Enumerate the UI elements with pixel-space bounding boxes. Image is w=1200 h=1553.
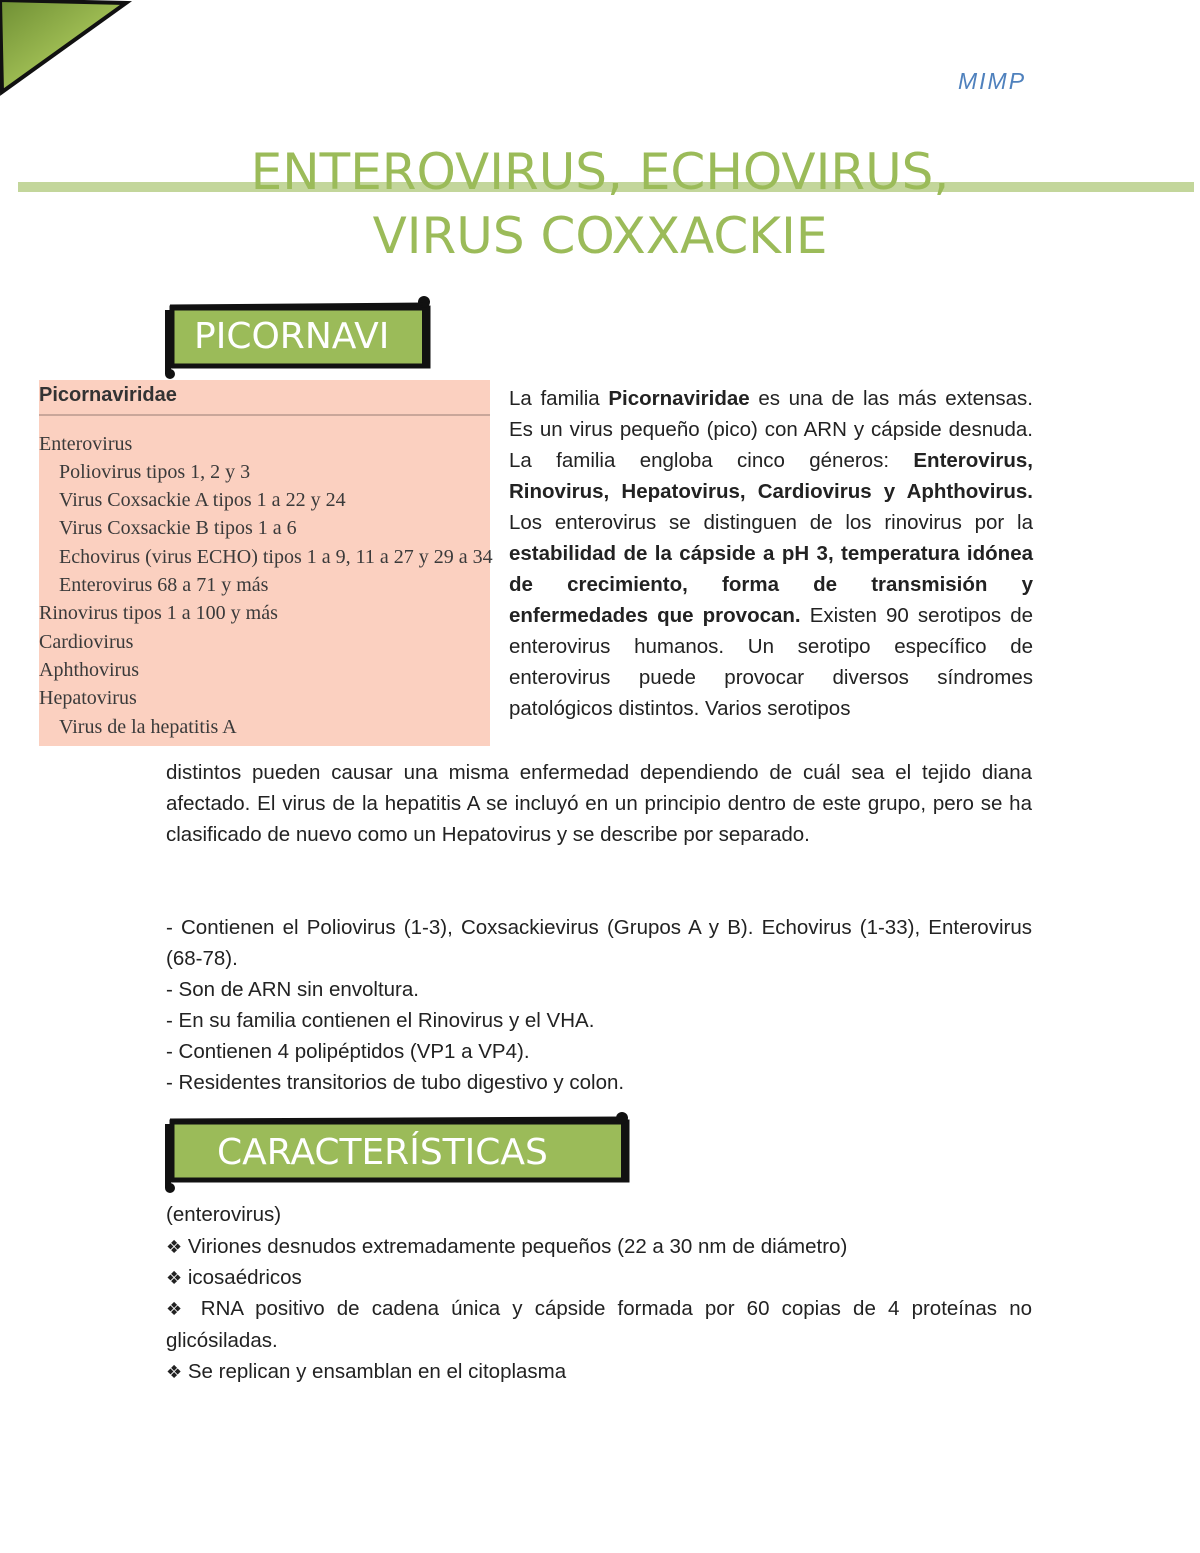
bullet-item: ❖ RNA positivo de cadena única y cápside formada por 60 copias de 4 proteínas no glicósiladas. — [166, 1297, 1033, 1352]
picornaviridae-table — [39, 380, 493, 746]
list-item: - Contienen 4 polipéptidos (VP1 a VP4). — [166, 1040, 530, 1063]
author-initials: MIMP — [958, 68, 1027, 94]
bullet-item: ❖ Viriones desnudos extremadamente pequeños (22 a 30 nm de diámetro) — [166, 1235, 848, 1258]
table-row: Virus de la hepatitis A — [59, 716, 237, 738]
table-row: Echovirus (virus ECHO) tipos 1 a 9, 11 a 27 y 29 a 34 — [59, 546, 493, 568]
corner-triangle-decoration — [0, 0, 135, 100]
table-row: Hepatovirus — [39, 687, 137, 709]
diamond-bullet-icon: ❖ — [166, 1299, 189, 1319]
table-row: Enterovirus — [39, 433, 133, 455]
list-item: - En su familia contienen el Rinovirus y el VHA. — [166, 1009, 595, 1032]
page-title-line-2: VIRUS COXXACKIE — [372, 207, 828, 265]
table-row: Poliovirus tipos 1, 2 y 3 — [59, 461, 251, 483]
diamond-bullet-icon: ❖ — [166, 1362, 183, 1382]
table-heading: Picornaviridae — [39, 384, 177, 406]
list-item: - Son de ARN sin envoltura. — [166, 978, 419, 1001]
section-label-caracteristicas: CARACTERÍSTICAS — [217, 1132, 548, 1173]
list-item: - Contienen el Poliovirus (1-3), Coxsackievirus (Grupos A y B). Echovirus (1-33), Enterovirus (68-78). — [166, 916, 1032, 970]
section-label-picornavi: PICORNAVI — [194, 316, 390, 357]
table-divider — [39, 414, 490, 416]
section-banner-picornavi — [160, 294, 435, 380]
table-row: Enterovirus 68 a 71 y más — [59, 574, 269, 596]
bullet-item: ❖ Se replican y ensamblan en el citoplasma — [166, 1360, 567, 1383]
table-row: Cardiovirus — [39, 631, 134, 653]
table-row: Virus Coxsackie A tipos 1 a 22 y 24 — [59, 489, 346, 511]
table-row: Aphthovirus — [39, 659, 139, 681]
intro-paragraph-continuation: distintos pueden causar una misma enfermedad dependiendo de cuál sea el tejido diana afectado. El virus de la hepatitis A se incluyó en un principio dentro de este grupo, pero se ha clasificado de nuevo como un Hepatovirus y se describe por separado. — [166, 761, 1032, 846]
list-item: - Residentes transitorios de tubo digestivo y colon. — [166, 1071, 625, 1094]
characteristics-subtitle: (enterovirus) — [166, 1203, 282, 1226]
page-title-line-1: ENTEROVIRUS, ECHOVIRUS, — [250, 143, 950, 201]
diamond-bullet-icon: ❖ — [166, 1268, 183, 1288]
bullet-item: ❖ icosaédricos — [166, 1266, 302, 1289]
diamond-bullet-icon: ❖ — [166, 1237, 183, 1257]
table-row: Virus Coxsackie B tipos 1 a 6 — [59, 517, 297, 539]
intro-paragraph: La familia Picornaviridae es una de las más extensas. Es un virus pequeño (pico) con ARN y cápside desnuda. La familia engloba cinco géneros: Enterovirus, Rinovirus, Hepatovirus, Cardiovirus y Aphthovirus. Los enterovirus se distinguen de los rinovirus por la estabilidad de la cápside a pH 3, temperatura idónea de crecimiento, forma de transmisión y enfermedades que provocan. Existen 90 serotipos de enterovirus humanos. Un serotipo específico de enterovirus puede provocar diversos síndromes patológicos distintos. Varios serotipos — [509, 387, 1033, 720]
section-banner-caracteristicas — [160, 1108, 634, 1194]
table-row: Rinovirus tipos 1 a 100 y más — [39, 602, 278, 624]
